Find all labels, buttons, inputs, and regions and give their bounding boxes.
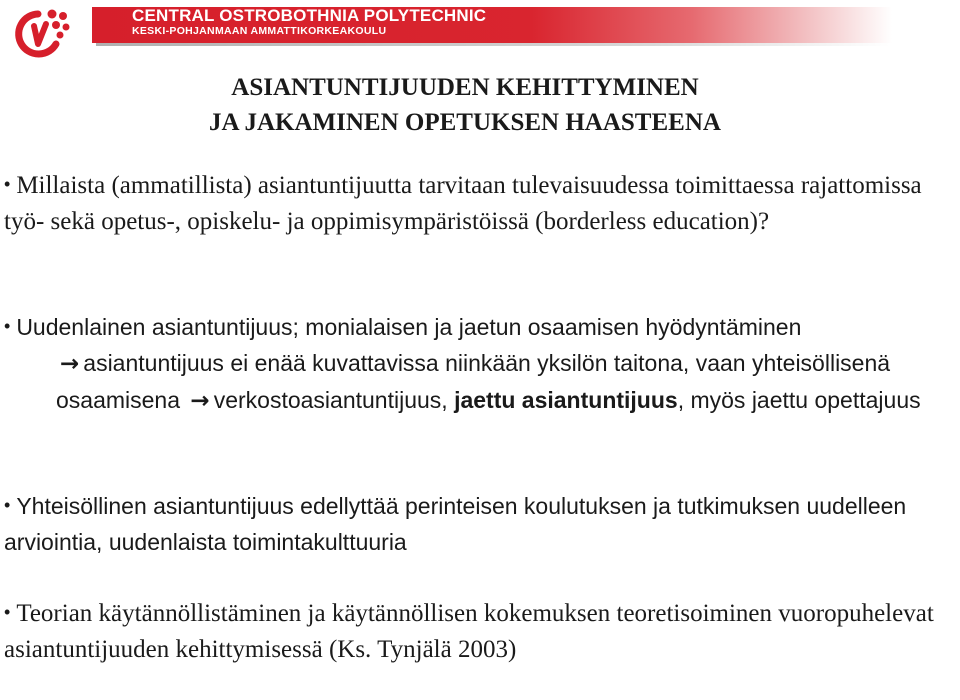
cop-logo-icon: [8, 4, 72, 60]
bullet-2-part-3: verkostoasiantuntijuus,: [213, 387, 448, 413]
bullet-4-text: Teorian käytännöllistäminen ja käytännöllisen kokemuksen teoretisoiminen vuoropuhelevat asiantuntijuuden kehittymisessä (Ks. Tynjälä 2003): [4, 600, 934, 663]
bullet-dot: •: [4, 495, 11, 515]
bullet-4: [4, 594, 954, 668]
slide-title-line-2: JA JAKAMINEN OPETUKSEN HAASTEENA: [209, 109, 721, 136]
bullet-2-line-1: Uudenlainen asiantuntijuus; monialaisen ja jaetun osaamisen hyödyntäminen: [16, 314, 802, 340]
bullet-3-text: Yhteisöllinen asiantuntijuus edellyttää perinteisen koulutuksen ja tutkimuksen uudelleen arviointia, uudenlaista toimintakulttuuria: [4, 493, 907, 555]
institution-name: CENTRAL OSTROBOTHNIA POLYTECHNIC: [132, 6, 487, 25]
slide-title: [0, 70, 930, 140]
slide-title-line-1: ASIANTUNTIJUUDEN KEHITTYMINEN: [231, 74, 699, 101]
bullet-dot: •: [4, 316, 11, 336]
bullet-1: [4, 166, 954, 240]
bullet-2: [4, 308, 954, 419]
institution-name-fi: KESKI-POHJANMAAN AMMATTIKORKEAKOULU: [132, 25, 387, 37]
bullet-dot: •: [4, 174, 11, 194]
bullet-3: [4, 487, 954, 560]
header-banner-shadow: [96, 43, 890, 46]
bullet-2-part-2: asiantuntijuus ei enää kuvattavissa niinkään yksilön taitona, vaan yhteisöllisenä osaamisena: [56, 350, 891, 413]
bullet-2-part-4: , myös jaettu opettajuus: [677, 387, 921, 413]
arrow-right-icon: →: [60, 351, 80, 377]
bullet-2-continuation: [4, 345, 954, 419]
bullet-2-emphasis: jaettu asiantuntijuus: [454, 387, 678, 413]
header: [0, 0, 960, 62]
bullet-dot: •: [4, 602, 11, 622]
arrow-right-icon: →: [190, 388, 210, 414]
bullet-1-text: Millaista (ammatillista) asiantuntijuutta tarvitaan tulevaisuudessa toimittaessa rajattomissa työ- sekä opetus-, opiskelu- ja oppimisympäristöissä (borderless education)?: [4, 172, 922, 235]
